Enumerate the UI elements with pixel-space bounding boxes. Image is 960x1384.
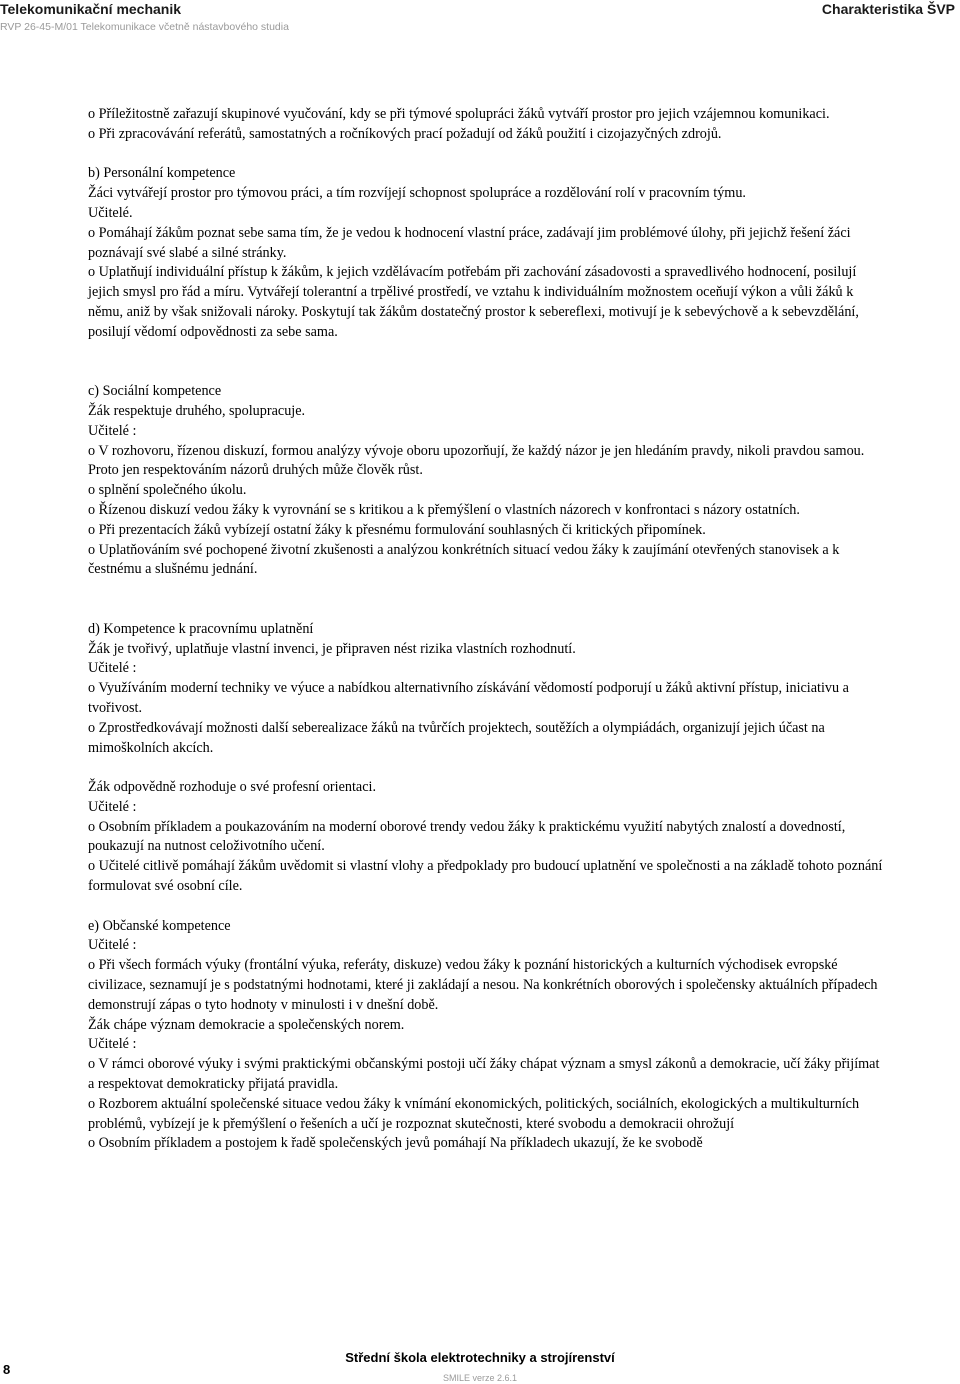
document-body: [88, 105, 888, 1154]
paragraph: o Osobním příkladem a poukazováním na moderní oborové trendy vedou žáky k praktickému využití nabytých znalostí a dovedností, poukazují na nutnost celoživotního učení.: [88, 818, 846, 855]
paragraph: o Uplatňují individuální přístup k žákům, k jejich vzdělávacím potřebám při zachování zásadovosti a spravedlivého hodnocení, posilují jejich smysl pro řád a míru. Vytvářejí tolerantní a trpělivé prostředí, ve vztahu k individuálním možnostem oceňují výkon a vůli žáků k němu, aniž by však snižovali nároky. Poskytují tak žákům dostatečný prostor k sebereflexi, motivují je k sebevýchově a k sebevzdělání, posilují vědomí odpovědnosti za sebe sama.: [88, 264, 859, 340]
document-subtitle: RVP 26-45-M/01 Telekomunikace včetně nástavbového studia: [0, 21, 289, 33]
page-number: 8: [3, 1362, 11, 1377]
teachers-label: Učitelé :: [88, 937, 137, 954]
teachers-label: Učitelé :: [88, 660, 137, 677]
teachers-label: Učitelé.: [88, 204, 133, 221]
teachers-label: Učitelé :: [88, 798, 137, 815]
paragraph: o Při zpracovávání referátů, samostatných a ročníkových prací požadují od žáků použití i cizojazyčných zdrojů.: [88, 125, 722, 142]
teachers-label: Učitelé :: [88, 422, 137, 439]
paragraph: o Při všech formách výuky (frontální výuka, referáty, diskuze) vedou žáky k poznání historických a kulturních východisek evropské civilizace, seznamují je s podstatnými hodnotami, které ji zakládají a nesou. Na konkrétních oborových i společensky aktuálních případech demonstrují zápas o tyto hodnoty v minulosti i v dnešní době.: [88, 957, 878, 1013]
paragraph: o V rozhovoru, řízenou diskuzí, formou analýzy vývoje oboru upozorňují, že každý názor je jen hledáním pravdy, nikoli pravdou samou. Proto jen respektováním názorů druhých může člověk růst.: [88, 442, 865, 479]
paragraph: o Učitelé citlivě pomáhají žákům uvědomit si vlastní vlohy a předpoklady pro budoucí uplatnění ve společnosti a na základě tohoto poznání formulovat své osobní cíle.: [88, 858, 883, 895]
section-heading-social: c) Sociální kompetence: [88, 383, 222, 400]
paragraph: o Zprostředkovávají možnosti další seberealizace žáků na tvůrčích projektech, soutěžích a olympiádách, organizují jejich účast na mimoškolních akcích.: [88, 719, 825, 756]
paragraph: o Při prezentacích žáků vybízejí ostatní žáky k přesnému formulování souhlasných či kritických připomínek.: [88, 521, 706, 538]
section-heading-personal: b) Personální kompetence: [88, 165, 236, 182]
section-heading-work: d) Kompetence k pracovnímu uplatnění: [88, 620, 314, 637]
paragraph: Žák je tvořivý, uplatňuje vlastní invenci, je připraven nést rizika vlastních rozhodnutí.: [88, 640, 576, 657]
paragraph: o Osobním příkladem a postojem k řadě společenských jevů pomáhají Na příkladech ukazují, že ke svobodě: [88, 1135, 703, 1152]
paragraph: o splnění společného úkolu.: [88, 482, 247, 499]
paragraph: Žák odpovědně rozhoduje o své profesní orientaci.: [88, 779, 376, 796]
paragraph: Žák chápe význam demokracie a společenských norem.: [88, 1016, 405, 1033]
paragraph: o Uplatňováním své pochopené životní zkušenosti a analýzou konkrétních situací vedou žáky k zaujímání otevřených stanovisek a k čestnému a slušnému jednání.: [88, 541, 840, 578]
footer-version: SMILE verze 2.6.1: [442, 1373, 518, 1383]
footer-school: Střední škola elektrotechniky a strojírenství: [345, 1350, 615, 1365]
paragraph: Žáci vytvářejí prostor pro týmovou práci, a tím rozvíjejí schopnost spolupráce a rozdělování rolí v pracovním týmu.: [88, 185, 746, 202]
paragraph: o Rozborem aktuální společenské situace vedou žáky k vnímání ekonomických, politických, sociálních, ekologických a multikulturních problémů, vybízejí je k přemýšlení o řešeních a učí je rozpoznat skutečnosti, které svobodu a demokracii ohrožují: [88, 1095, 860, 1132]
paragraph: o Řízenou diskuzí vedou žáky k vyrovnání se s kritikou a k přemýšlení o vlastních názorech v konfrontaci s názory ostatních.: [88, 501, 800, 518]
paragraph: Žák respektuje druhého, spolupracuje.: [88, 402, 306, 419]
section-title: Charakteristika ŠVP: [821, 1, 955, 17]
section-heading-civic: e) Občanské kompetence: [88, 917, 231, 934]
paragraph: o Využíváním moderní techniky ve výuce a nabídkou alternativního získávání vědomostí podporují u žáků aktivní přístup, iniciativu a tvořivost.: [88, 680, 849, 716]
paragraph: o Příležitostně zařazují skupinové vyučování, kdy se při týmové spolupráci žáků vytváří prostor pro jejich vzájemnou komunikaci.: [88, 106, 830, 122]
paragraph: o V rámci oborové výuky i svými praktickými občanskými postoji učí žáky chápat význam a smysl zákonů a demokracie, učí žáky přijímat a respektovat demokraticky přijatá pravidla.: [88, 1056, 880, 1093]
teachers-label: Učitelé :: [88, 1036, 137, 1053]
document-title: Telekomunikační mechanik: [0, 1, 182, 17]
paragraph: o Pomáhají žákům poznat sebe sama tím, že je vedou k hodnocení vlastní práce, zadávají jim problémové úlohy, při jejichž řešení žáci poznávají své slabé a silné stránky.: [88, 224, 851, 261]
